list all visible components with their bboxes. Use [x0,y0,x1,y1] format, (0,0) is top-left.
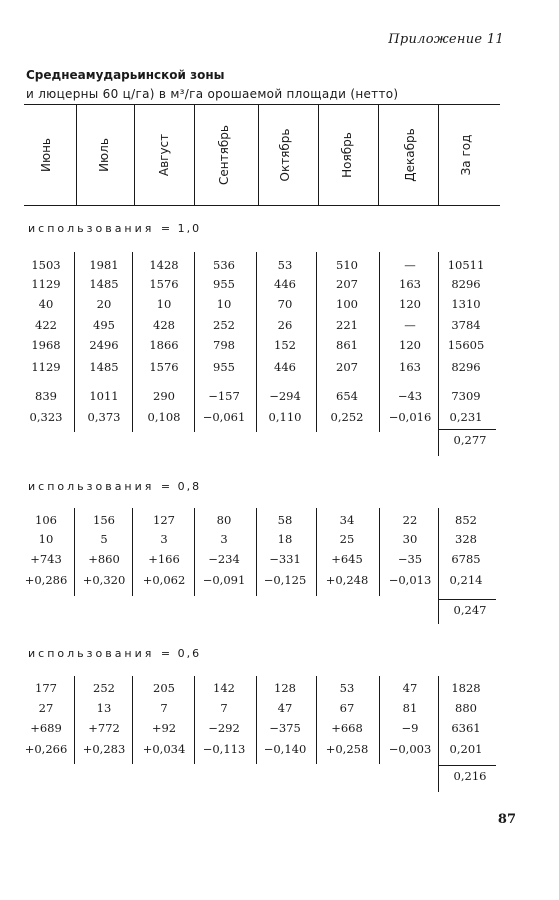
column-separator [438,676,439,792]
table-cell: 7309 [451,389,481,403]
table-cell: 252 [93,681,115,695]
column-separator [256,508,257,596]
column-separator [132,252,133,432]
table-cell: 27 [38,701,54,715]
table-cell: 252 [213,318,235,332]
table-cell: 1828 [451,681,481,695]
table-cell: +0,283 [82,742,126,756]
column-separator [316,676,317,764]
header-column-separator [258,105,259,205]
table-cell: −0,003 [388,742,432,756]
header-column-separator [438,105,439,205]
table-cell: 20 [96,297,112,311]
table-cell: 13 [96,701,112,715]
table-cell: 120 [399,297,421,311]
table-cell: 3784 [451,318,481,332]
table-cell: +0,062 [142,573,186,587]
column-header-row [0,105,559,205]
annual-total-rule [438,599,496,600]
table-cell: 1428 [149,258,179,272]
table-cell: +166 [148,552,180,566]
table-cell: 0,201 [449,742,483,756]
column-separator [194,252,195,432]
table-cell: 207 [336,277,358,291]
table-cell: 446 [274,277,296,291]
table-cell: −331 [269,552,301,566]
section-label-text: использования [28,647,155,660]
table-cell: 1866 [149,338,179,352]
table-cell: 6361 [451,721,481,735]
table-cell: 142 [213,681,235,695]
table-cell: 0,110 [268,410,302,424]
column-separator [256,252,257,432]
table-cell: 7 [220,701,228,715]
table-cell: 10 [156,297,172,311]
table-subtitle: и люцерны 60 ц/га) в м³/га орошаемой площади (нетто) [26,87,399,101]
table-cell: 8296 [451,360,481,374]
table-cell: +689 [30,721,62,735]
table-cell: 536 [213,258,235,272]
table-cell: 1576 [149,277,179,291]
table-cell: 1485 [89,360,119,374]
table-cell: 30 [402,532,418,546]
column-separator [316,252,317,432]
table-cell: 26 [277,318,293,332]
table-cell: −375 [269,721,301,735]
column-separator [194,508,195,596]
section-label-value: = 0,6 [160,647,202,660]
table-cell: 955 [213,277,235,291]
table-cell: +0,320 [82,573,126,587]
table-cell: 58 [277,513,293,527]
table-cell: 654 [336,389,358,403]
table-cell: +0,248 [325,573,369,587]
table-cell: 34 [339,513,355,527]
table-cell: 40 [38,297,54,311]
table-cell: 8296 [451,277,481,291]
table-cell: 852 [455,513,477,527]
table-cell: 1011 [89,389,119,403]
column-header-label: Ноябрь [340,132,354,178]
table-cell: 510 [336,258,358,272]
table-cell: 1129 [31,277,61,291]
table-cell: 3 [160,532,168,546]
column-header [256,105,314,205]
table-cell: 839 [35,389,57,403]
column-header [195,105,253,205]
appendix-label: Приложение 11 [388,32,504,47]
column-header-label: Июнь [39,138,53,172]
table-cell: 6785 [451,552,481,566]
table-cell: +92 [151,721,177,735]
section-label-text: использования [28,222,155,235]
table-cell: −43 [397,389,423,403]
section-label [28,222,201,235]
table-cell: −0,016 [388,410,432,424]
column-header [75,105,133,205]
table-cell: 861 [336,338,358,352]
table-cell: −294 [269,389,301,403]
table-cell: −0,125 [263,573,307,587]
table-cell: 177 [35,681,57,695]
section-label-value: = 0,8 [160,480,202,493]
column-separator [194,676,195,764]
table-cell: −0,091 [202,573,246,587]
table-cell: 328 [455,532,477,546]
column-header [17,105,75,205]
column-separator [438,508,439,624]
page-number: 87 [497,812,516,827]
table-cell: 10511 [447,258,485,272]
table-cell: 100 [336,297,358,311]
table-cell: +772 [88,721,120,735]
table-cell: 2496 [89,338,119,352]
table-cell: −292 [208,721,240,735]
table-cell: 18 [277,532,293,546]
table-cell: 25 [339,532,355,546]
table-cell: +668 [331,721,363,735]
table-cell: −0,140 [263,742,307,756]
table-cell: 0,252 [330,410,364,424]
column-header [135,105,193,205]
table-cell: 0,231 [449,410,483,424]
section-label-text: использования [28,480,155,493]
section-label [28,480,201,493]
annual-total-extra: 0,216 [453,769,487,783]
table-cell: 0,373 [87,410,121,424]
column-header [318,105,376,205]
table-cell: 80 [216,513,232,527]
table-cell: 1981 [89,258,119,272]
table-cell: 47 [277,701,293,715]
table-cell: +743 [30,552,62,566]
table-cell: −234 [208,552,240,566]
table-cell: 221 [336,318,358,332]
section-label-value: = 1,0 [160,222,202,235]
table-cell: 495 [93,318,115,332]
table-cell: 205 [153,681,175,695]
table-cell: +0,258 [325,742,369,756]
column-separator [379,252,380,432]
table-cell: 106 [35,513,57,527]
table-cell: 955 [213,360,235,374]
table-cell: 128 [274,681,296,695]
table-cell: 70 [277,297,293,311]
table-cell: 156 [93,513,115,527]
table-cell: 120 [399,338,421,352]
table-cell: 207 [336,360,358,374]
table-cell: −157 [208,389,240,403]
header-column-separator [194,105,195,205]
column-separator [74,676,75,764]
column-header-label: Октябрь [278,128,292,182]
column-header-label: Июль [97,138,111,172]
table-cell: +860 [88,552,120,566]
table-cell: 163 [399,360,421,374]
table-cell: 422 [35,318,57,332]
annual-total-extra: 0,277 [453,433,487,447]
table-cell: 163 [399,277,421,291]
column-separator [438,252,439,456]
table-cell: −9 [401,721,419,735]
annual-total-extra: 0,247 [453,603,487,617]
table-cell: −0,113 [202,742,246,756]
table-cell: 1503 [31,258,61,272]
table-cell: 47 [402,681,418,695]
header-column-separator [76,105,77,205]
table-cell: 290 [153,389,175,403]
column-header-label: Август [157,133,171,177]
column-header [437,105,495,205]
table-cell: 428 [153,318,175,332]
column-header-label: Декабрь [403,128,417,182]
table-cell: −0,013 [388,573,432,587]
table-title: Среднеамударьинской зоны [26,68,225,82]
table-cell: 53 [277,258,293,272]
header-column-separator [318,105,319,205]
table-cell: +645 [331,552,363,566]
table-cell: 67 [339,701,355,715]
section-label [28,647,201,660]
header-bottom-rule [24,205,500,206]
table-cell: 7 [160,701,168,715]
column-separator [74,252,75,432]
table-cell: +0,286 [24,573,68,587]
annual-total-rule [438,765,496,766]
table-cell: 10 [216,297,232,311]
table-cell: 1485 [89,277,119,291]
column-header [381,105,439,205]
table-cell: 152 [274,338,296,352]
column-separator [379,508,380,596]
table-cell: 10 [38,532,54,546]
table-cell: 127 [153,513,175,527]
table-cell: 1310 [451,297,481,311]
table-cell: 5 [100,532,108,546]
table-cell: +0,034 [142,742,186,756]
column-header-label: Сентябрь [217,125,231,185]
column-separator [132,508,133,596]
table-cell: 446 [274,360,296,374]
table-cell: 1576 [149,360,179,374]
table-cell: 81 [402,701,418,715]
table-cell: +0,266 [24,742,68,756]
table-cell: 798 [213,338,235,352]
table-cell: 1129 [31,360,61,374]
column-separator [74,508,75,596]
table-cell: 1968 [31,338,61,352]
table-cell: — [404,318,416,332]
table-cell: −0,061 [202,410,246,424]
table-cell: 22 [402,513,418,527]
column-separator [316,508,317,596]
table-cell: 3 [220,532,228,546]
table-cell: 53 [339,681,355,695]
column-separator [379,676,380,764]
table-cell: 0,214 [449,573,483,587]
column-separator [132,676,133,764]
table-cell: 0,323 [29,410,63,424]
table-cell: 0,108 [147,410,181,424]
column-separator [256,676,257,764]
column-header-label: За год [459,134,473,176]
annual-total-rule [438,429,496,430]
table-cell: 880 [455,701,477,715]
table-cell: −35 [397,552,423,566]
header-column-separator [134,105,135,205]
table-cell: — [404,258,416,272]
table-cell: 15605 [447,338,485,352]
header-column-separator [378,105,379,205]
